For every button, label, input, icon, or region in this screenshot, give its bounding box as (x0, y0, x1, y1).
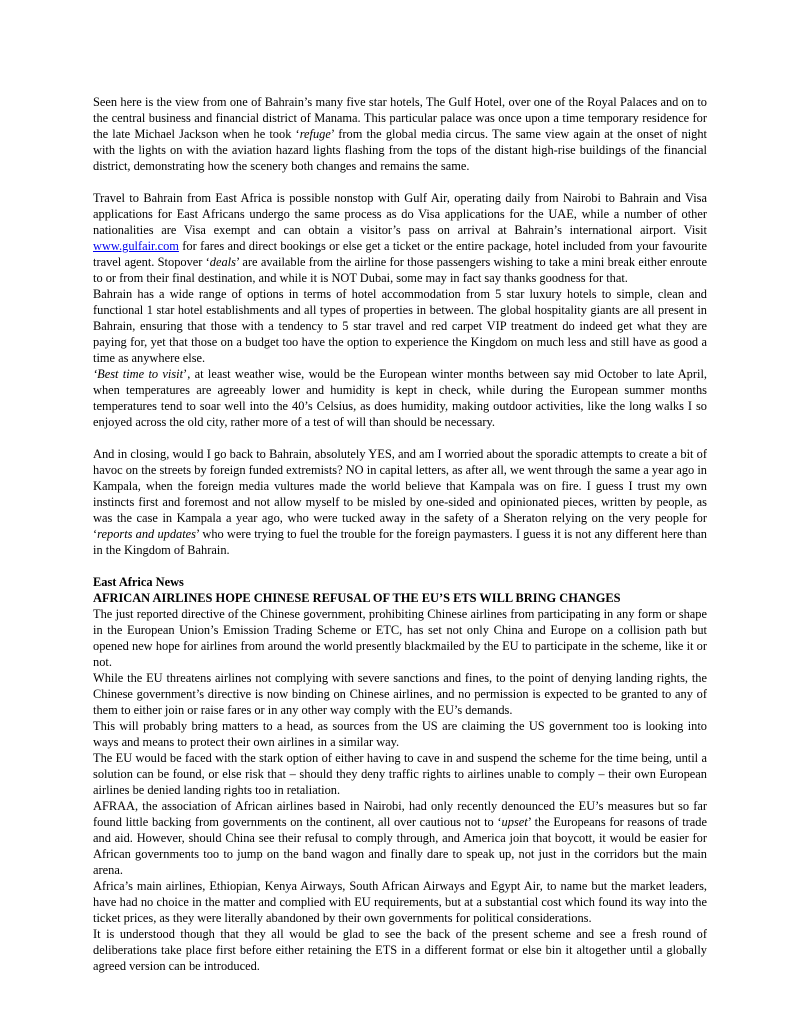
article-paragraph: The EU would be faced with the stark option of either having to cave in and suspend the scheme for the time being, until a solution can be found, or else risk that – should they deny traffic rights to airlines unable to comply – their own European airlines be denied landing rights too in retaliation. (93, 751, 707, 797)
gulfair-link[interactable]: www.gulfair.com (93, 239, 179, 253)
paragraph-gulf-hotel: Seen here is the view from one of Bahrain’s many five star hotels, The Gulf Hotel, over one of the Royal Palaces and on to the central business and financial district of Manama. This particular palace was once upon a time temporary residence for the late Michael Jackson when he took ‘refuge’ from the global media circus. The same view again at the onset of night with the lights on with the aviation hazard lights flashing from the tops of the distant high-rise buildings of the financial district, demonstrating how the scenery both changes and remains the same. (93, 95, 707, 173)
article-paragraph: The just reported directive of the Chinese government, prohibiting Chinese airlines from participating in any form or shape in the European Union’s Emission Trading Scheme or ETC, has set not only China and Europe on a collision path but opened new hope for airlines from around the world presently blackmailed by the EU to participate in the scheme, like it or not. (93, 607, 707, 669)
article-headline: AFRICAN AIRLINES HOPE CHINESE REFUSAL OF THE EU’S ETS WILL BRING CHANGES (93, 591, 621, 605)
article-paragraph: It is understood though that they all would be glad to see the back of the present scheme and see a fresh round of deliberations take place first before either retaining the ETS in a different format or else bin it altogether until a globally agreed version can be introduced. (93, 927, 707, 973)
section-label: East Africa News (93, 575, 184, 589)
paragraph-best-time: ‘Best time to visit’, at least weather wise, would be the European winter months between say mid October to late April, when temperatures are agreeably lower and humidity is kept in check, while during the European summer months temperatures tend to soar well into the 40’s Celsius, as does humidity, making outdoor activities, like the long walks I so enjoyed across the old city, rather more of a test of will than should be necessary. (93, 367, 707, 429)
paragraph-travel: Travel to Bahrain from East Africa is possible nonstop with Gulf Air, operating daily from Nairobi to Bahrain and Visa applications for East Africans undergo the same process as do Visa applications for the UAE, while a number of other nationalities are Visa exempt and can obtain a visitor’s pass on arrival at Bahrain’s international airport. Visit www.gulfair.com for fares and direct bookings or else get a ticket or the entire package, hotel included from your favourite travel agent. Stopover ‘deals’ are available from the airline for those passengers wishing to take a mini break either enroute to or from their final destination, and while it is NOT Dubai, some may in fact say thanks goodness for that. (93, 191, 707, 285)
document-body (93, 94, 707, 974)
paragraph-closing: And in closing, would I go back to Bahrain, absolutely YES, and am I worried about the sporadic attempts to create a bit of havoc on the streets by foreign funded extremists? NO in capital letters, as after all, we went through the same a year ago in Kampala, when the foreign media vultures made the world believe that Kampala was on fire. I guess I trust my own instincts first and foremost and not allow myself to be misled by one-sided and opinionated pieces, written by people, as was the case in Kampala a year ago, who were tucked away in the safety of a Sheraton relying on the very people for ‘reports and updates’ who were trying to fuel the trouble for the foreign paymasters. I guess it is not any different here than in the Kingdom of Bahrain. (93, 447, 707, 557)
article-paragraph: This will probably bring matters to a head, as sources from the US are claiming the US government too is looking into ways and means to protect their own airlines in a similar way. (93, 719, 707, 749)
article-paragraph: AFRAA, the association of African airlines based in Nairobi, had only recently denounced the EU’s measures but so far found little backing from governments on the continent, all over cautious not to ‘upset’ the Europeans for reasons of trade and aid. However, should China see their refusal to comply through, and America join that boycott, it would be easier for African governments too to jump on the band wagon and finally dare to speak up, not just in the corridors but the main arena. (93, 799, 707, 877)
article-paragraph: While the EU threatens airlines not complying with severe sanctions and fines, to the point of denying landing rights, the Chinese government’s directive is now binding on Chinese airlines, and no permission is expected to be granted to any of them to either join or raise fares or in any other way comply with the EU’s demands. (93, 671, 707, 717)
article-paragraph: Africa’s main airlines, Ethiopian, Kenya Airways, South African Airways and Egypt Air, to name but the market leaders, have had no choice in the matter and complied with EU requirements, but at a substantial cost which found its way into the ticket prices, as they were literally abandoned by their own governments for political considerations. (93, 879, 707, 925)
paragraph-hotels: Bahrain has a wide range of options in terms of hotel accommodation from 5 star luxury hotels to simple, clean and functional 1 star hotel establishments and all types of properties in between. The global hospitality giants are all present in Bahrain, ensuring that those with a tendency to 5 star travel and red carpet VIP treatment do indeed get what they are paying for, yet that those on a budget too have the option to experience the Kingdom on much less and still have as good a time as anywhere else. (93, 287, 707, 365)
